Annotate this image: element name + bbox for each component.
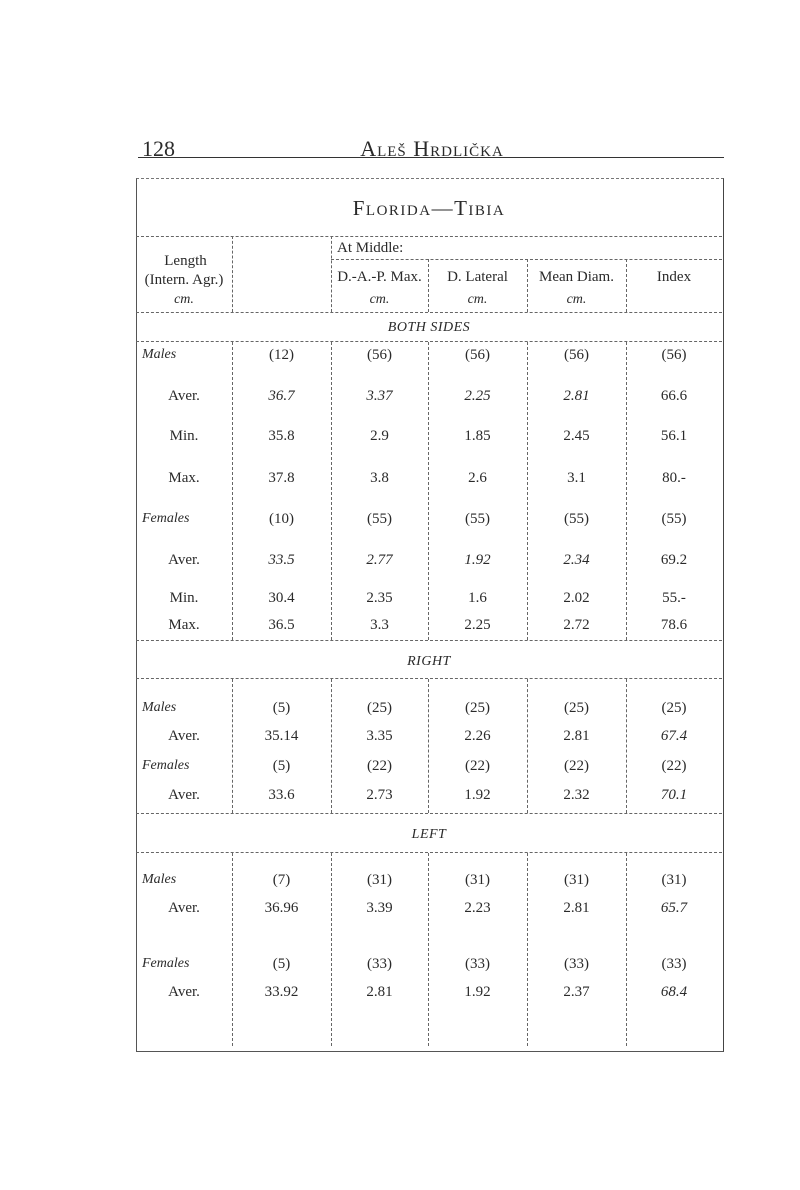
row-label: Aver. bbox=[168, 728, 200, 744]
table-cell: (55) bbox=[367, 511, 392, 527]
table-cell: 30.4 bbox=[268, 590, 295, 606]
section-bottom-rule bbox=[136, 813, 722, 814]
table-cell: 2.77 bbox=[366, 552, 393, 568]
header-at-middle: At Middle: bbox=[337, 240, 404, 256]
table-cell: 65.7 bbox=[660, 900, 688, 916]
table-cell: (5) bbox=[272, 700, 291, 716]
header-divider bbox=[232, 236, 233, 312]
table-cell: 2.45 bbox=[563, 428, 590, 444]
table-frame bbox=[136, 178, 724, 1052]
table-cell: 2.02 bbox=[563, 590, 590, 606]
header-index: Index bbox=[656, 269, 692, 285]
table-cell: (55) bbox=[661, 511, 687, 527]
table-cell: 2.23 bbox=[464, 900, 491, 916]
table-cell: (56) bbox=[465, 347, 490, 363]
group-label: Males bbox=[142, 872, 177, 887]
table-cell: (56) bbox=[367, 347, 392, 363]
section-rule bbox=[136, 341, 722, 342]
group-label: Females bbox=[142, 956, 190, 971]
running-head: Aleš Hrdlička bbox=[360, 136, 504, 161]
table-cell: (12) bbox=[269, 347, 294, 363]
table-cell: 2.26 bbox=[464, 728, 491, 744]
table-cell: (7) bbox=[272, 872, 291, 888]
table-cell: 2.25 bbox=[464, 388, 491, 404]
table-cell: (33) bbox=[661, 956, 687, 972]
group-label: Males bbox=[142, 700, 177, 715]
table-title: Florida—Tibia bbox=[352, 196, 506, 220]
table-cell: 1.85 bbox=[464, 428, 491, 444]
table-cell: 1.92 bbox=[464, 984, 491, 1000]
header-length-unit: cm. bbox=[174, 292, 194, 307]
row-label: Aver. bbox=[168, 388, 200, 404]
table-cell: (25) bbox=[564, 700, 589, 716]
header-d-lateral-unit: cm. bbox=[467, 292, 488, 307]
table-cell: 3.1 bbox=[567, 470, 586, 486]
section-title: RIGHT bbox=[407, 654, 451, 669]
table-cell: 3.3 bbox=[370, 617, 389, 633]
table-cell: (55) bbox=[465, 511, 490, 527]
header-d-lateral: D. Lateral bbox=[447, 269, 508, 285]
section-bottom-rule bbox=[136, 640, 722, 641]
table-cell: 36.96 bbox=[264, 900, 299, 916]
table-cell: (22) bbox=[661, 758, 687, 774]
table-cell: 2.35 bbox=[366, 590, 393, 606]
section-title: LEFT bbox=[411, 827, 447, 842]
table-cell: (25) bbox=[465, 700, 490, 716]
table-cell: 80.- bbox=[662, 470, 686, 486]
table-cell: 2.72 bbox=[563, 617, 590, 633]
table-cell: (10) bbox=[269, 511, 294, 527]
table-cell: 35.14 bbox=[264, 728, 299, 744]
section-rule bbox=[136, 852, 722, 853]
table-cell: 2.37 bbox=[563, 984, 590, 1000]
header-bottom-rule bbox=[136, 312, 722, 313]
table-cell: (31) bbox=[367, 872, 392, 888]
table-cell: 3.37 bbox=[366, 388, 393, 404]
table-cell: 1.92 bbox=[464, 787, 491, 803]
table-cell: 35.8 bbox=[268, 428, 295, 444]
row-label: Max. bbox=[168, 617, 200, 633]
row-label: Max. bbox=[168, 470, 200, 486]
table-cell: (31) bbox=[661, 872, 687, 888]
row-label: Aver. bbox=[168, 984, 200, 1000]
table-cell: (56) bbox=[661, 347, 687, 363]
table-cell: 1.92 bbox=[464, 552, 491, 568]
group-label: Females bbox=[142, 758, 190, 773]
table-cell: 69.2 bbox=[660, 552, 688, 568]
row-label: Aver. bbox=[168, 552, 200, 568]
table-cell: 2.81 bbox=[366, 984, 393, 1000]
table-cell: 2.81 bbox=[563, 728, 590, 744]
header-mean-diam: Mean Diam. bbox=[539, 269, 614, 285]
table-cell: 36.5 bbox=[268, 617, 295, 633]
table-cell: 33.6 bbox=[268, 787, 295, 803]
table-cell: 2.9 bbox=[370, 428, 389, 444]
header-length-sub: (Intern. Agr.) bbox=[144, 272, 224, 288]
table-cell: (22) bbox=[465, 758, 490, 774]
table-cell: 2.32 bbox=[563, 787, 590, 803]
table-cell: 3.39 bbox=[366, 900, 393, 916]
table-cell: (31) bbox=[564, 872, 589, 888]
table-cell: (25) bbox=[367, 700, 392, 716]
header-top-rule bbox=[136, 236, 722, 237]
table-cell: 36.7 bbox=[268, 388, 295, 404]
table-cell: 2.34 bbox=[563, 552, 590, 568]
table-cell: 2.81 bbox=[563, 388, 590, 404]
table-cell: 68.4 bbox=[660, 984, 688, 1000]
group-label: Males bbox=[142, 347, 177, 362]
row-label: Aver. bbox=[168, 900, 200, 916]
table-cell: (33) bbox=[367, 956, 392, 972]
table-cell: 3.35 bbox=[366, 728, 393, 744]
header-dap-max-unit: cm. bbox=[369, 292, 390, 307]
section-rule bbox=[136, 678, 722, 679]
header-rule bbox=[138, 157, 724, 158]
row-label: Aver. bbox=[168, 787, 200, 803]
table-cell: 56.1 bbox=[660, 428, 688, 444]
table-cell: (33) bbox=[564, 956, 589, 972]
table-cell: 66.6 bbox=[660, 388, 688, 404]
page-number: 128 bbox=[142, 136, 175, 161]
table-cell: 2.25 bbox=[464, 617, 491, 633]
table-cell: 2.73 bbox=[366, 787, 393, 803]
table-cell: 55.- bbox=[662, 590, 686, 606]
table-cell: (31) bbox=[465, 872, 490, 888]
header-dap-max: D.-A.-P. Max. bbox=[337, 269, 422, 285]
table-cell: 2.81 bbox=[563, 900, 590, 916]
table-cell: (5) bbox=[272, 956, 291, 972]
table-cell: (33) bbox=[465, 956, 490, 972]
table-cell: 2.6 bbox=[468, 470, 487, 486]
table-cell: 33.92 bbox=[264, 984, 299, 1000]
table-cell: 1.6 bbox=[468, 590, 487, 606]
table-cell: 33.5 bbox=[268, 552, 295, 568]
table-cell: 3.8 bbox=[370, 470, 389, 486]
table-cell: (25) bbox=[661, 700, 687, 716]
table-cell: (22) bbox=[564, 758, 589, 774]
group-label: Females bbox=[142, 511, 190, 526]
table-cell: (55) bbox=[564, 511, 589, 527]
header-length: Length bbox=[164, 253, 207, 269]
table-cell: (22) bbox=[367, 758, 392, 774]
section-title: BOTH SIDES bbox=[387, 320, 471, 335]
row-label: Min. bbox=[169, 590, 199, 606]
table-cell: 67.4 bbox=[660, 728, 688, 744]
table-cell: 78.6 bbox=[660, 617, 688, 633]
table-cell: 37.8 bbox=[268, 470, 295, 486]
row-label: Min. bbox=[169, 428, 199, 444]
table-cell: (5) bbox=[272, 758, 291, 774]
table-cell: 70.1 bbox=[660, 787, 688, 803]
header-mean-diam-unit: cm. bbox=[566, 292, 587, 307]
table-cell: (56) bbox=[564, 347, 589, 363]
